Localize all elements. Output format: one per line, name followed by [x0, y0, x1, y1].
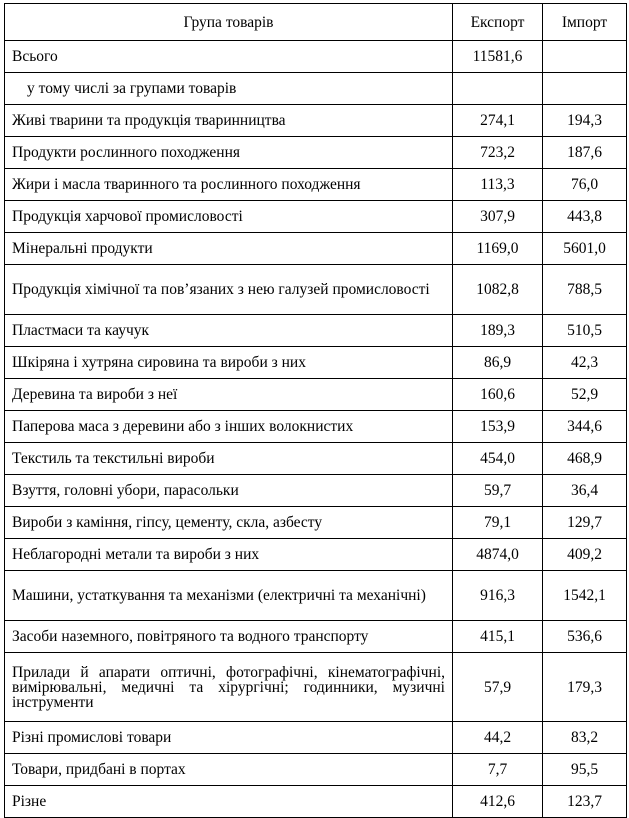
export-value-cell: 113,3	[453, 169, 543, 201]
table-row	[5, 754, 627, 786]
goods-group-cell: у тому числі за групами товарів	[5, 73, 453, 105]
import-value-cell: 5601,0	[543, 233, 627, 265]
header-goods-group: Група товарів	[5, 4, 453, 41]
export-value-cell: 189,3	[453, 315, 543, 347]
table-row	[5, 73, 627, 105]
trade-table	[4, 3, 627, 818]
export-value-cell: 160,6	[453, 379, 543, 411]
import-value-cell: 1542,1	[543, 571, 627, 621]
export-value-cell: 153,9	[453, 411, 543, 443]
table-row	[5, 105, 627, 137]
import-value-cell: 194,3	[543, 105, 627, 137]
import-value-cell: 510,5	[543, 315, 627, 347]
table-row	[5, 786, 627, 818]
export-value-cell: 1082,8	[453, 265, 543, 315]
goods-group-cell: Текстиль та текстильні вироби	[5, 443, 453, 475]
table-row	[5, 653, 627, 722]
import-value-cell: 187,6	[543, 137, 627, 169]
import-value-cell: 52,9	[543, 379, 627, 411]
goods-group-cell: Продукція харчової промисловості	[5, 201, 453, 233]
goods-group-cell: Деревина та вироби з неї	[5, 379, 453, 411]
import-value-cell: 468,9	[543, 443, 627, 475]
goods-group-cell: Різне	[5, 786, 453, 818]
goods-group-cell: Жири і масла тваринного та рослинного походження	[5, 169, 453, 201]
import-value-cell: 536,6	[543, 621, 627, 653]
export-value-cell: 57,9	[453, 653, 543, 722]
import-value-cell: 83,2	[543, 722, 627, 754]
goods-group-cell: Шкіряна і хутряна сировина та вироби з них	[5, 347, 453, 379]
import-value-cell	[543, 41, 627, 73]
export-value-cell: 79,1	[453, 507, 543, 539]
goods-group-cell: Машини, устаткування та механізми (електричні та механічні)	[5, 571, 453, 621]
table-row	[5, 539, 627, 571]
export-value-cell: 274,1	[453, 105, 543, 137]
goods-group-cell: Вироби з каміння, гіпсу, цементу, скла, азбесту	[5, 507, 453, 539]
export-value-cell: 59,7	[453, 475, 543, 507]
table-row	[5, 137, 627, 169]
goods-group-cell: Прилади й апарати оптичні, фотографічні, кінематографічні, вимірювальні, медичні та хірургічні; годинники, музичні інструменти	[5, 653, 453, 722]
table-row	[5, 265, 627, 315]
import-value-cell: 788,5	[543, 265, 627, 315]
import-value-cell: 409,2	[543, 539, 627, 571]
export-value-cell: 11581,6	[453, 41, 543, 73]
export-value-cell: 1169,0	[453, 233, 543, 265]
table-row	[5, 571, 627, 621]
export-value-cell: 723,2	[453, 137, 543, 169]
goods-group-cell: Продукти рослинного походження	[5, 137, 453, 169]
export-value-cell: 44,2	[453, 722, 543, 754]
import-value-cell: 95,5	[543, 754, 627, 786]
table-row	[5, 379, 627, 411]
goods-group-cell: Продукція хімічної та пов’язаних з нею галузей промисловості	[5, 265, 453, 315]
import-value-cell: 36,4	[543, 475, 627, 507]
export-value-cell: 7,7	[453, 754, 543, 786]
table-row	[5, 621, 627, 653]
table-body	[5, 41, 627, 818]
goods-group-cell: Неблагородні метали та вироби з них	[5, 539, 453, 571]
table-row	[5, 443, 627, 475]
table-row	[5, 41, 627, 73]
table-row	[5, 233, 627, 265]
import-value-cell	[543, 73, 627, 105]
export-value-cell	[453, 73, 543, 105]
import-value-cell: 76,0	[543, 169, 627, 201]
table-row	[5, 507, 627, 539]
export-value-cell: 412,6	[453, 786, 543, 818]
table-row	[5, 201, 627, 233]
table-row	[5, 722, 627, 754]
goods-group-cell: Товари, придбані в портах	[5, 754, 453, 786]
table-row	[5, 169, 627, 201]
export-value-cell: 916,3	[453, 571, 543, 621]
import-value-cell: 179,3	[543, 653, 627, 722]
goods-group-cell: Всього	[5, 41, 453, 73]
import-value-cell: 123,7	[543, 786, 627, 818]
table-row	[5, 475, 627, 507]
header-import: Імпорт	[543, 4, 627, 41]
import-value-cell: 42,3	[543, 347, 627, 379]
export-value-cell: 4874,0	[453, 539, 543, 571]
goods-group-cell: Різні промислові товари	[5, 722, 453, 754]
table-row	[5, 315, 627, 347]
goods-group-cell: Пластмаси та каучук	[5, 315, 453, 347]
header-export: Експорт	[453, 4, 543, 41]
header-row	[5, 4, 627, 41]
table-row	[5, 411, 627, 443]
goods-group-cell: Засоби наземного, повітряного та водного транспорту	[5, 621, 453, 653]
goods-group-cell: Паперова маса з деревини або з інших волокнистих	[5, 411, 453, 443]
goods-group-cell: Мінеральні продукти	[5, 233, 453, 265]
export-value-cell: 454,0	[453, 443, 543, 475]
goods-group-cell: Живі тварини та продукція тваринництва	[5, 105, 453, 137]
import-value-cell: 344,6	[543, 411, 627, 443]
table-row	[5, 347, 627, 379]
export-value-cell: 307,9	[453, 201, 543, 233]
import-value-cell: 443,8	[543, 201, 627, 233]
goods-group-cell: Взуття, головні убори, парасольки	[5, 475, 453, 507]
import-value-cell: 129,7	[543, 507, 627, 539]
export-value-cell: 86,9	[453, 347, 543, 379]
export-value-cell: 415,1	[453, 621, 543, 653]
